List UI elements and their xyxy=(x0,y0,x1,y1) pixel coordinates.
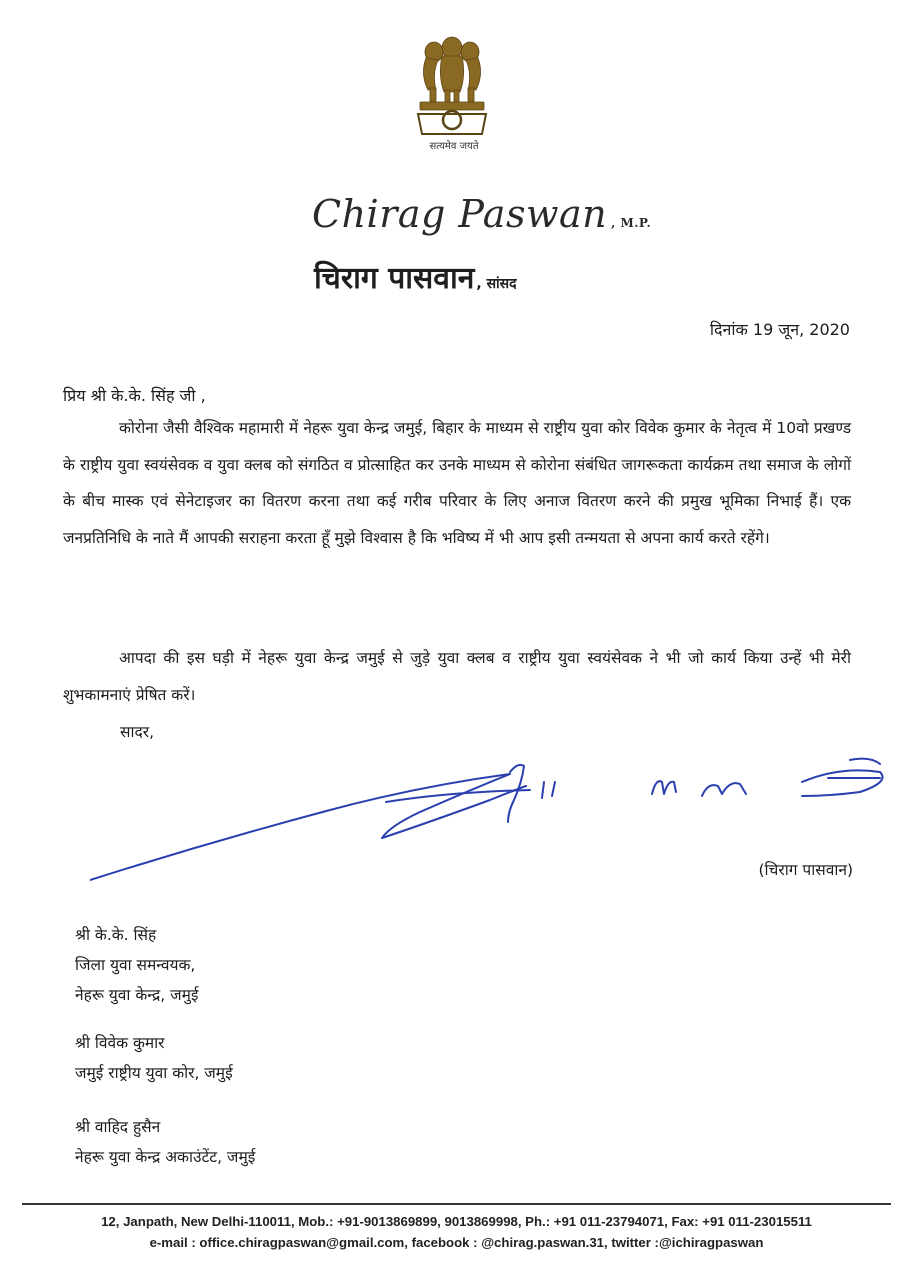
title-hindi: , सांसद xyxy=(476,276,517,292)
body-paragraph: आपदा की इस घड़ी में नेहरू युवा केन्द्र जमुई से जुड़े युवा क्लब व राष्ट्रीय युवा स्वयंसेवक ने भी जो कार्य किया उन्हें भी मेरी शुभकामनाएं प्रेषित करें। xyxy=(63,649,851,704)
addressee-block xyxy=(75,920,199,1010)
addressee-designation: नेहरू युवा केन्द्र अकाउंटेंट, जमुई xyxy=(75,1148,256,1166)
addressee-name: श्री वाहिद हुसैन xyxy=(75,1118,161,1136)
emblem-motto: सत्यमेव जयते xyxy=(429,141,479,152)
name-hindi: चिराग पासवान xyxy=(314,261,475,296)
addressee-block xyxy=(75,1028,233,1088)
closing: सादर, xyxy=(120,723,154,741)
letter-date: दिनांक 19 जून, 2020 xyxy=(709,320,850,339)
letterhead-name-english xyxy=(312,192,651,236)
addressee-name: श्री विवेक कुमार xyxy=(75,1034,165,1052)
footer-divider xyxy=(22,1203,891,1205)
addressee-office: नेहरू युवा केन्द्र, जमुई xyxy=(75,986,199,1004)
national-emblem-icon xyxy=(412,34,492,138)
addressee-designation: जमुई राष्ट्रीय युवा कोर, जमुई xyxy=(75,1064,233,1082)
footer-contact-line: 12, Janpath, New Delhi-110011, Mob.: +91-9013869899, 9013869998, Ph.: +91 011-23794071, Fax: +91 011-23015511 xyxy=(101,1214,812,1229)
addressee-designation: जिला युवा समन्वयक, xyxy=(75,956,196,974)
addressee-block xyxy=(75,1112,255,1172)
body-paragraph: कोरोना जैसी वैश्विक महामारी में नेहरू युवा केन्द्र जमुई, बिहार के माध्यम से राष्ट्रीय युवा कोर विवेक कुमार के नेतृत्व में 10वो प्रखण्ड के राष्ट्रीय युवा स्वयंसेवक व युवा क्लब को संगठित व प्रोत्साहित कर उनके माध्यम से कोरोना संबंधित जागरूकता कार्यक्रम तथा समाज के लोगों के बीच मास्क एवं सेनेटाइजर का वितरण करना तथा कई गरीब परिवार के लिए अनाज वितरण करने की प्रमुख भूमिका निभाई हैं। एक जनप्रतिनिधि के नाते मैं आपकी सराहना करता हूँ मुझे विश्वास है कि भविष्य में भी आप इसी तन्मयता से अपना कार्य करते रहेंगे। xyxy=(63,419,851,547)
salutation: प्रिय श्री के.के. सिंह जी , xyxy=(63,386,206,405)
footer-online-line: e-mail : office.chiragpaswan@gmail.com, facebook : @chirag.paswan.31, twitter :@ichiragpaswan xyxy=(149,1235,764,1250)
letterhead-name-hindi xyxy=(314,256,517,297)
addressee-name: श्री के.के. सिंह xyxy=(75,926,157,944)
signatory-name: (चिराग पासवान) xyxy=(758,861,853,879)
title-english: , M.P. xyxy=(611,216,652,230)
name-english: Chirag Paswan xyxy=(312,192,608,236)
